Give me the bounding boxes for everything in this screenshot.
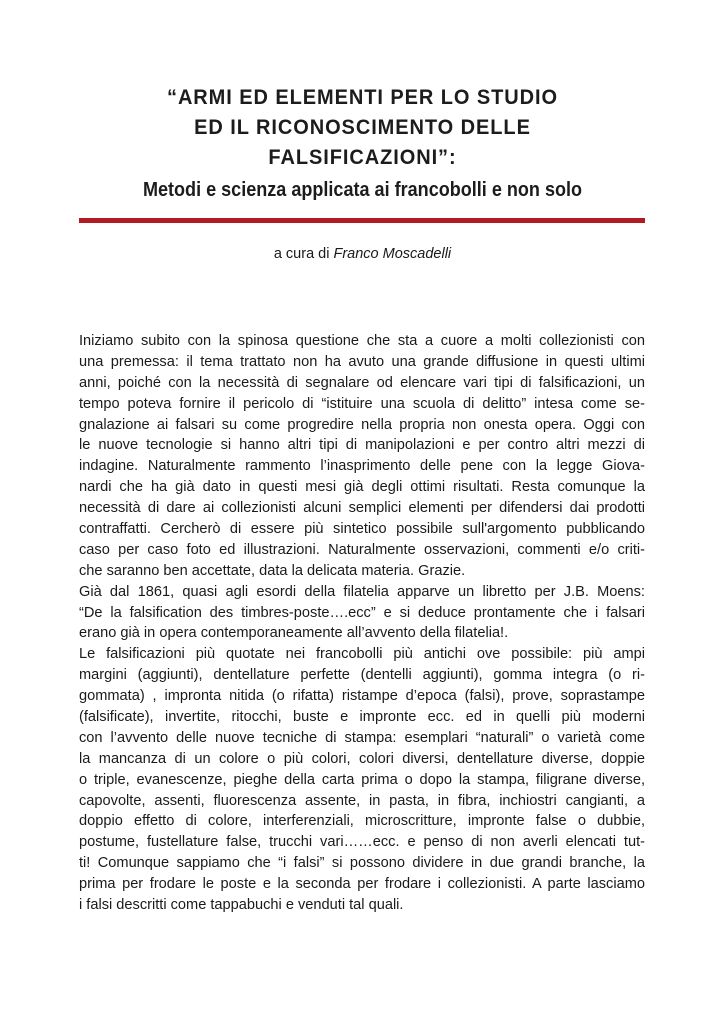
body-line: i falsi descritti come tappabuchi e venduti tal quali. <box>79 897 404 914</box>
body-line: gommata) , impronta nitida (o rifatta) ristampe d’epoca (falsi), prove, soprastampe <box>79 688 645 705</box>
title-line-2: ED IL RICONOSCIMENTO DELLE <box>194 115 531 139</box>
body-line: doppio effetto di colore, interferenziali, microscritture, impronte false o dubbie, <box>79 813 645 830</box>
body-line: prima per frodare le poste e la seconda per frodare i collezionisti. A parte lasciamo <box>79 876 645 893</box>
body-line: la mancanza di un colore o più colori, colori diversi, dentellature diverse, doppie <box>79 750 645 767</box>
body-line: Già dal 1861, quasi agli esordi della filatelia apparve un libretto per J.B. Moens: <box>79 583 645 600</box>
body-line: necessità di dare ai collezionisti alcuni semplici elementi per difendersi dai prodotti <box>79 500 645 517</box>
body-line: ti! Comunque sappiamo che “i falsi” si possono dividere in due grandi branche, la <box>79 855 645 872</box>
title-line-3: FALSIFICAZIONI”: <box>268 145 457 169</box>
byline-prefix: a cura di <box>273 246 330 262</box>
title-divider <box>79 218 645 223</box>
body-line: indagine. Naturalmente rammento l’inasprimento delle pene con la legge Giova- <box>79 458 645 475</box>
body-line: Le falsificazioni più quotate nei francobolli più antichi ove possibile: più ampi <box>79 646 645 663</box>
body-line: anni, poiché con la necessità di segnalare od elencare vari tipi di falsificazioni, un <box>79 374 645 391</box>
body-line: margini (aggiunti), dentellature perfette (dentelli aggiunti), gomma integra (o ri- <box>79 667 645 684</box>
body-line: che saranno ben accettate, data la delicata materia. Grazie. <box>79 562 466 579</box>
body-line: postume, fustellature false, trucchi vari……ecc. e penso di non averli elencati tut- <box>79 834 645 851</box>
byline-author: Franco Moscadelli <box>333 246 452 262</box>
page-title <box>40 82 685 205</box>
body-line: gnalazione ai falsari su come progredire nella propria non onesta opera. Oggi con <box>79 416 645 433</box>
body-line: Iniziamo subito con la spinosa questione che sta a cuore a molti collezionisti con <box>79 333 645 349</box>
body-line: tempo poteva fornire il pericolo di “istituire una scuola di delitto” intesa come se- <box>79 395 645 412</box>
body-line: caso per caso foto ed illustrazioni. Naturalmente osservazioni, commenti e/o criti- <box>79 541 645 558</box>
title-line-1: “ARMI ED ELEMENTI PER LO STUDIO <box>167 85 558 109</box>
body-line: (falsificate), invertite, ritocchi, buste e impronte ecc. ed in quelli più moderni <box>79 709 645 726</box>
body-line: contraffatti. Cercherò di essere più sintetico possibile sull'argomento pubblicando <box>79 521 645 538</box>
body-line: le nuove tecnologie si hanno altri tipi di manipolazioni e per contro altri mezzi di <box>79 437 645 454</box>
body-line: con l’avvento delle nuove tecniche di stampa: esemplari “naturali” o varietà come <box>79 729 645 746</box>
body-line: nardi che ha già dato in questi mesi già degli ottimi risultati. Resta comunque la <box>79 479 645 496</box>
page-subtitle: Metodi e scienza applicata ai francobolli e non solo <box>142 178 583 201</box>
body-line: erano già in opera contemporaneamente all’avvento della filatelia!. <box>79 625 509 642</box>
body-line: capovolte, assenti, fluorescenza assente, in pasta, in fibra, inchiostri cangianti, a <box>79 792 645 809</box>
body-line: o triple, evanescenze, pieghe della carta prima o dopo la stampa, filigrane diverse, <box>79 771 645 788</box>
body-line: “De la falsification des timbres-poste….ecc” e si deduce prontamente che i falsari <box>79 604 645 621</box>
body-line: una premessa: il tema trattato non ha avuto una grande diffusione in questi ultimi <box>79 353 645 370</box>
article-body <box>79 331 645 916</box>
byline <box>0 244 725 264</box>
